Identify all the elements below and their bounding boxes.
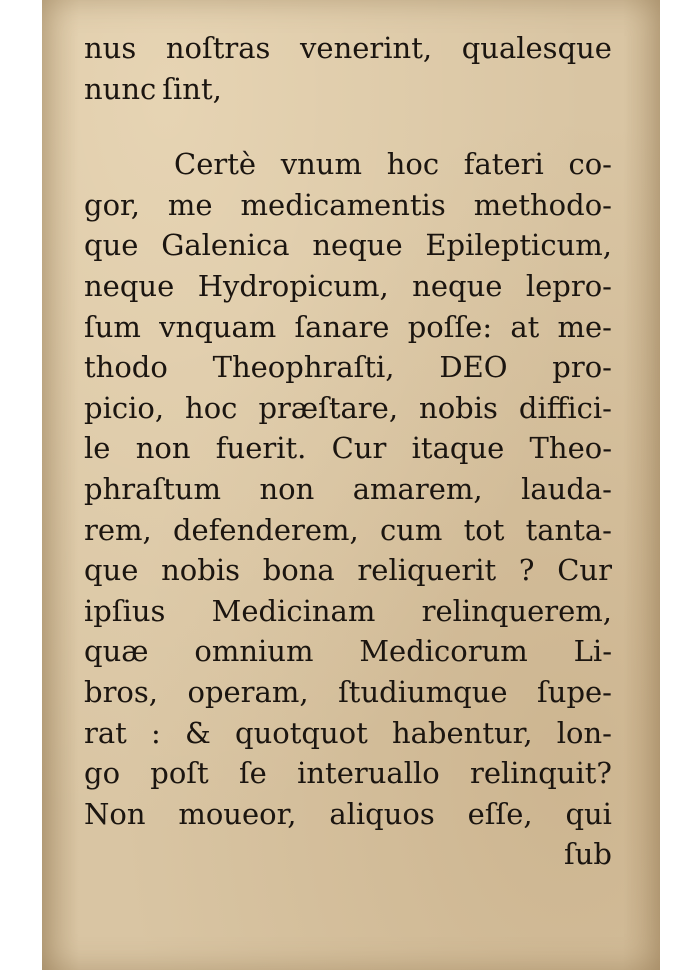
text-line: [84, 307, 612, 348]
word: que: [84, 228, 139, 263]
text-line: [84, 631, 612, 672]
word: defenderem,: [172, 512, 359, 547]
word: noſtras: [165, 31, 271, 65]
word: nobis: [161, 553, 240, 588]
text-line: [84, 428, 612, 469]
word: lon-: [556, 715, 612, 750]
word: poſſe:: [407, 309, 493, 344]
word: rem,: [84, 512, 152, 547]
word: &: [185, 715, 211, 750]
word: interuallo: [297, 756, 440, 791]
text-line: [84, 185, 612, 226]
word: nobis: [419, 390, 498, 425]
word: vnquam: [159, 309, 277, 344]
text-line: [84, 347, 612, 388]
word: amarem,: [352, 471, 483, 506]
word: qui: [565, 796, 612, 831]
word: Medicinam: [211, 593, 376, 628]
word: tot: [463, 512, 505, 547]
word: DEO: [439, 350, 508, 385]
text-line: [84, 672, 612, 713]
text-line: [84, 69, 612, 110]
word: methodo-: [473, 187, 612, 222]
word: ſint,: [162, 71, 222, 106]
word: reliquerit: [357, 553, 497, 588]
text-line: [84, 510, 612, 551]
word: gor,: [84, 187, 140, 222]
word: neque: [84, 268, 175, 303]
text-line: [84, 794, 612, 835]
word: cum: [379, 512, 443, 547]
word: Certè: [174, 147, 257, 182]
word: relinquit?: [469, 756, 612, 791]
word: fuerit.: [215, 431, 307, 466]
word: Non: [84, 796, 146, 831]
word: Cur: [557, 553, 612, 588]
word: Epilepticum,: [425, 228, 612, 263]
word: quotquot: [235, 715, 368, 750]
word: Galenica: [161, 228, 290, 263]
word: Cur: [331, 431, 387, 466]
word: phraſtum: [84, 471, 221, 506]
text-line: [84, 388, 612, 429]
word: eſſe,: [467, 796, 533, 831]
word: lepro-: [525, 268, 612, 303]
word: co-: [568, 147, 612, 182]
word: Theophraſti,: [212, 350, 395, 385]
word: :: [151, 715, 161, 750]
text-line: [84, 225, 612, 266]
word: ſum: [84, 309, 141, 344]
catchword: ſub: [564, 837, 612, 872]
word: picio,: [84, 390, 165, 425]
word: qualesque: [461, 31, 612, 65]
word: fateri: [463, 147, 544, 182]
word: moueor,: [178, 796, 297, 831]
word: aliquos: [329, 796, 435, 831]
word: quæ: [84, 634, 149, 669]
word: me-: [557, 309, 612, 344]
word: me: [167, 187, 213, 222]
word: diffici-: [518, 390, 612, 425]
text-line: [84, 591, 612, 632]
text-line: [84, 550, 612, 591]
word: que: [84, 553, 139, 588]
word: non: [135, 431, 191, 466]
text-line: [84, 144, 612, 185]
text-line: [84, 266, 612, 307]
word: thodo: [84, 350, 168, 385]
word: rat: [84, 715, 127, 750]
word: vnum: [280, 147, 362, 182]
text-line: [84, 28, 612, 69]
word: neque: [412, 268, 503, 303]
page-text: [84, 28, 612, 875]
text-line: [84, 469, 612, 510]
word: præſtare,: [258, 390, 399, 425]
word: nus: [84, 31, 137, 65]
word: lauda-: [521, 471, 612, 506]
text-line: [84, 713, 612, 754]
word: relinquerem,: [421, 593, 612, 628]
book-page: [42, 0, 660, 970]
word: omnium: [194, 634, 314, 669]
word: hoc: [386, 147, 440, 182]
word: Medicorum: [359, 634, 528, 669]
word: ipſius: [84, 593, 166, 628]
word: Li-: [573, 634, 612, 669]
word: go: [84, 756, 121, 791]
word: Theo-: [529, 431, 612, 466]
word: itaque: [411, 431, 505, 466]
word: ſe: [238, 756, 267, 791]
word: habentur,: [391, 715, 533, 750]
word: venerint,: [300, 31, 433, 65]
word: bros,: [84, 674, 158, 709]
word: ?: [518, 553, 535, 588]
word: at: [510, 309, 540, 344]
word: Hydropicum,: [197, 268, 389, 303]
word: neque: [312, 228, 403, 263]
word: hoc: [185, 390, 238, 425]
text-line: [84, 753, 612, 794]
word: ſupe-: [537, 674, 612, 709]
word: medicamentis: [240, 187, 446, 222]
word: nunc: [84, 71, 157, 106]
word: le: [84, 431, 111, 466]
word: ſtudiumque: [338, 674, 508, 709]
word: pro-: [552, 350, 612, 385]
word: ſanare: [294, 309, 390, 344]
word: operam,: [187, 674, 309, 709]
word: tanta-: [525, 512, 612, 547]
word: non: [259, 471, 315, 506]
word: bona: [262, 553, 335, 588]
word: poſt: [150, 756, 209, 791]
